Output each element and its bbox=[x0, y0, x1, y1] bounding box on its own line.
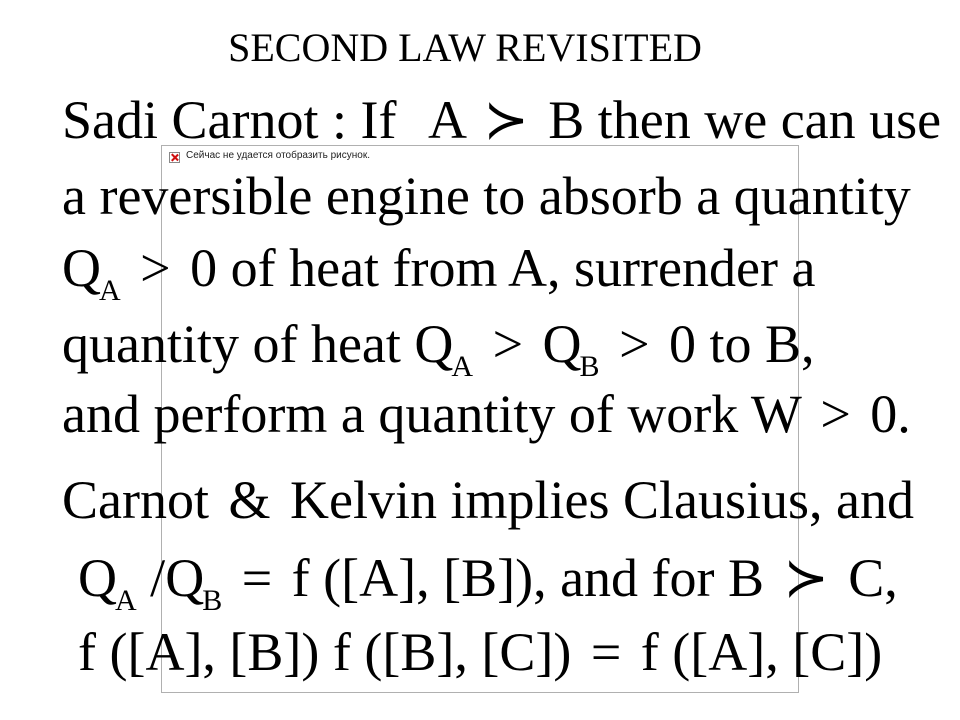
fraction-slash: / bbox=[150, 548, 166, 608]
math-symbol: 0 bbox=[190, 238, 218, 298]
text-line-7 bbox=[78, 546, 898, 619]
text-segment: a reversible engine to absorb a quantity bbox=[62, 166, 911, 226]
text-line-5 bbox=[62, 382, 911, 446]
text-line-1 bbox=[62, 88, 941, 152]
text-segment: 0. bbox=[870, 384, 911, 444]
precedes-symbol: ≻ bbox=[783, 548, 829, 608]
subscript: B bbox=[202, 584, 223, 617]
text-segment: If bbox=[360, 90, 397, 150]
subscript: A bbox=[451, 350, 474, 383]
text-segment: f ([A], [C]) bbox=[640, 622, 883, 682]
text-segment: 0 to B, bbox=[669, 314, 815, 374]
image-placeholder-message: Сейчас не удается отобразить рисунок. bbox=[186, 150, 370, 161]
slide-title: SECOND LAW REVISITED bbox=[228, 25, 702, 70]
text-segment: : bbox=[331, 90, 347, 150]
text-segment: Sadi Carnot bbox=[62, 90, 319, 150]
text-line-8 bbox=[78, 620, 882, 684]
math-symbol: Q bbox=[165, 548, 205, 608]
subscript: B bbox=[579, 350, 600, 383]
text-segment: of heat from A, surrender a bbox=[230, 238, 816, 298]
math-symbol: Q bbox=[78, 548, 117, 608]
text-line-3 bbox=[62, 236, 815, 309]
text-segment: B then we can use bbox=[548, 90, 942, 150]
subscript: A bbox=[99, 274, 121, 307]
precedes-symbol: ≻ bbox=[483, 90, 529, 150]
math-operator: = bbox=[590, 622, 622, 682]
text-line-4 bbox=[62, 312, 815, 385]
ampersand-symbol: & bbox=[228, 470, 271, 530]
math-operator: > bbox=[820, 384, 851, 444]
subscript: A bbox=[115, 584, 137, 617]
math-symbol: Q bbox=[542, 314, 582, 374]
text-segment: f ([A], [B]), and for B bbox=[291, 548, 765, 608]
text-segment: Carnot bbox=[62, 470, 209, 530]
math-operator: > bbox=[492, 314, 524, 374]
text-line-6 bbox=[62, 468, 914, 532]
text-segment: A bbox=[427, 90, 464, 150]
math-symbol: Q bbox=[62, 238, 101, 298]
broken-image-icon bbox=[169, 152, 180, 163]
text-line-2 bbox=[62, 164, 911, 228]
math-operator: > bbox=[619, 314, 650, 374]
math-operator: = bbox=[241, 548, 273, 608]
text-segment: quantity of heat Q bbox=[62, 314, 454, 374]
text-segment: and perform a quantity of work W bbox=[62, 384, 801, 444]
text-segment: f ([A], [B]) f ([B], [C]) bbox=[78, 622, 572, 682]
text-segment: C, bbox=[848, 548, 898, 608]
text-segment: Kelvin implies Clausius, and bbox=[290, 470, 914, 530]
math-operator: > bbox=[140, 238, 171, 298]
